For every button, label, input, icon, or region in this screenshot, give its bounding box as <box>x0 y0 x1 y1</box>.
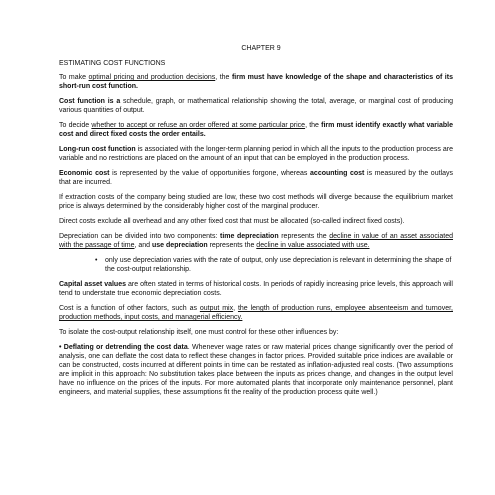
text: To make <box>59 74 89 81</box>
text: , the <box>305 122 322 129</box>
text: is associated with the longer-term planning period in which all the inputs to the production process are variable and no restrictions are placed on the amount of an input that can be employed in the production process. <box>59 146 453 162</box>
text: schedule, graph, or mathematical relationship showing the total, average, or marginal cost of producing various quantities of output. <box>59 98 453 114</box>
paragraph-capital-asset-values <box>59 281 453 299</box>
bold-text: accounting cost <box>310 170 365 177</box>
paragraph-deflating-cost-data <box>59 344 453 397</box>
list-item <box>95 257 453 275</box>
underlined-text: decline in value of an asset associated with the passage of time <box>59 233 454 249</box>
text: is measured by the outlays that are incurred. <box>59 170 453 186</box>
underlined-text: decline in value associated with use. <box>256 242 370 249</box>
chapter-number: CHAPTER 9 <box>241 45 281 52</box>
paragraph-order-decision <box>59 122 453 140</box>
bold-text: Cost function is a <box>59 98 121 105</box>
paragraph-pricing-decisions <box>59 74 453 92</box>
text: , <box>233 305 238 313</box>
text: is represented by the value of opportunities forgone, whereas <box>109 170 311 177</box>
underlined-text: optimal pricing and production decisions <box>88 74 216 81</box>
bold-text: use depreciation <box>152 242 208 249</box>
paragraph-depreciation <box>59 233 453 251</box>
bullet-icon: • <box>95 257 98 265</box>
bullet-list <box>59 257 453 275</box>
paragraph-cost-function <box>59 98 453 116</box>
paragraph-other-factors <box>59 305 453 323</box>
underlined-text: output mix <box>199 305 234 313</box>
text: Cost is a function of other factors, such as <box>59 305 200 313</box>
bold-text: firm must identify exactly what variable cost and direct fixed costs the order entails. <box>59 122 453 138</box>
paragraph-long-run-cost <box>59 146 453 164</box>
text: To decide <box>59 122 92 129</box>
text: , the <box>215 74 232 81</box>
paragraph-isolate-relationship: To isolate the cost-output relationship itself, one must control for these other influences by: <box>59 329 339 337</box>
paragraph-economic-cost <box>59 170 453 188</box>
text: are often stated in terms of historical costs. In periods of rapidly increasing price levels, this approach will tend to understate true economic depreciation costs. <box>59 281 453 297</box>
underlined-text: whether to accept or refuse an order offered at some particular price <box>91 122 306 129</box>
text: , and <box>134 242 153 249</box>
paragraph-extraction-costs: If extraction costs of the company being studied are low, these two cost methods will diverge because the equilibrium market price is always determined by the considerably higher cost of the marginal producer. <box>59 194 453 210</box>
text: represents the <box>278 233 330 241</box>
list-item-text: only use depreciation varies with the rate of output, only use depreciation is relevant in determining the shape of the cost-output relationship. <box>105 257 452 273</box>
bold-text: • Deflating or detrending the cost data <box>59 344 188 352</box>
bold-text: Long-run cost function <box>59 146 136 153</box>
bold-text: Economic cost <box>59 170 110 177</box>
underlined-text: the length of production runs, employee absenteeism and turnover, production methods, input costs, and managerial efficiency. <box>59 305 453 321</box>
section-heading: ESTIMATING COST FUNCTIONS <box>59 60 166 67</box>
bold-text: time depreciation <box>220 233 279 241</box>
text: Depreciation can be divided into two components: <box>59 233 220 241</box>
bold-text: firm must have knowledge of the shape and characteristics of its short-run cost function. <box>59 74 453 90</box>
text: represents the <box>207 242 257 249</box>
text: . Whenever wage rates or raw material prices change significantly over the period of analysis, one can deflate the cost data to reflect these changes in factor prices. Provided suitable price indices are available or can be constructed, costs incurred at different points in time can be restated as inflation-adjusted real costs. (Two assumptions are implicit in this approach: No substitution takes place between the inputs as prices change, and changes in the output level have no influence on the prices of the inputs. For more automated plants that incorporate only maintenance personnel, plant engineers, and material supplies, these assumptions fit the reality of the production process quite well.) <box>59 344 453 396</box>
paragraph-direct-costs: Direct costs exclude all overhead and any other fixed cost that must be allocated (so-called indirect fixed costs). <box>59 218 405 225</box>
bold-text: Capital asset values <box>59 281 126 289</box>
